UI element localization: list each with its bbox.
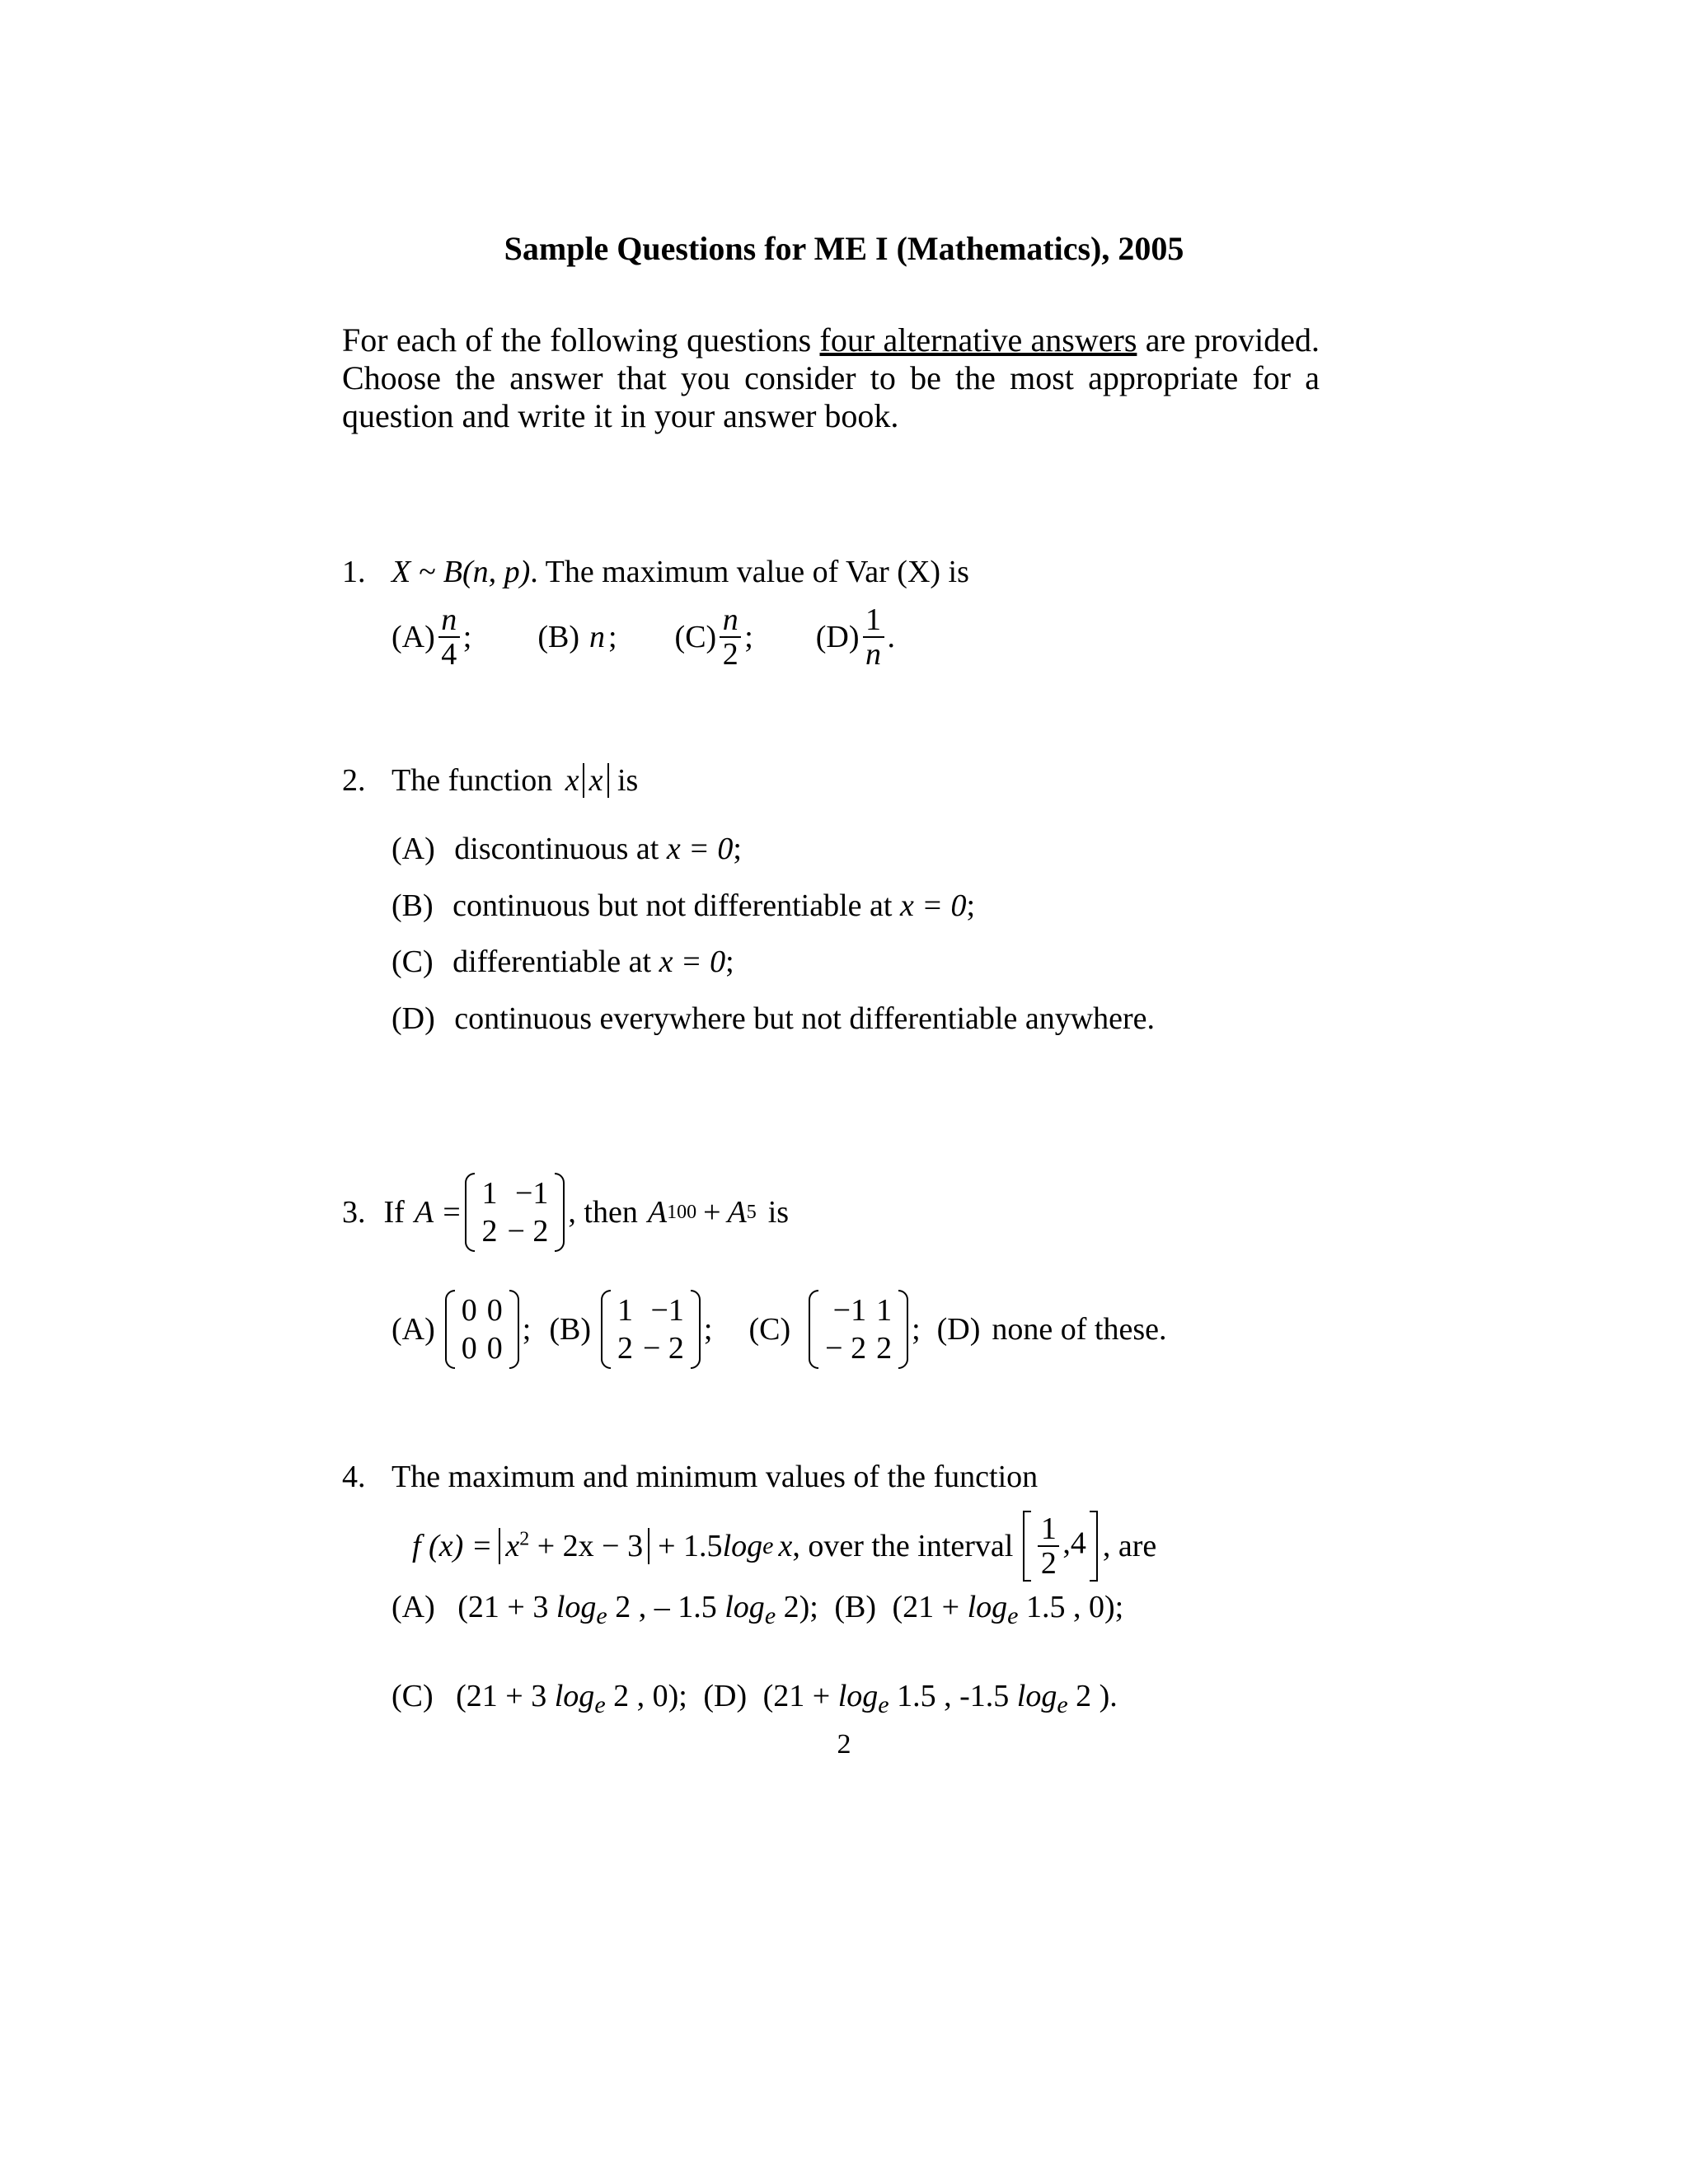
- question-1-stem: [342, 554, 969, 590]
- option-d-part: 2 ).: [1076, 1679, 1118, 1713]
- interval: [1023, 1512, 1098, 1580]
- numerator: n: [441, 602, 457, 637]
- option-c-part: (21 + 3: [456, 1679, 547, 1713]
- option-end: ;: [966, 888, 976, 923]
- denominator: 2: [722, 637, 738, 672]
- option-a-part: (21 + 3: [457, 1590, 549, 1624]
- option-b-part: (21 +: [892, 1590, 960, 1624]
- option-label: (A): [392, 620, 435, 654]
- option-c-fraction: [720, 603, 741, 671]
- q2-is: is: [617, 763, 639, 798]
- question-1-options: [392, 603, 895, 671]
- abs-rest: + 2x − 3: [537, 1529, 644, 1563]
- interval-text: , over the interval: [792, 1529, 1014, 1563]
- denominator: n: [865, 637, 882, 672]
- q3-is: is: [767, 1195, 790, 1230]
- matrix-cell: 1: [876, 1293, 893, 1328]
- q1-text: . The maximum value of Var (X) is: [530, 555, 969, 589]
- option-b-value: n: [588, 620, 605, 654]
- interval-fraction: [1038, 1512, 1059, 1580]
- log-function: log: [554, 1679, 595, 1713]
- option-d-part: 1.5 , -1.5: [897, 1679, 1010, 1713]
- option-d-fraction: [863, 603, 884, 671]
- question-2-stem: [342, 762, 638, 799]
- matrix-a: [465, 1173, 565, 1252]
- question-4-stem: [342, 1459, 1038, 1495]
- log-function: log: [1016, 1679, 1057, 1713]
- page-number: 2: [837, 1729, 851, 1760]
- option-end: ;: [733, 832, 742, 866]
- matrix-cell: 0: [486, 1293, 503, 1328]
- matrix-cell: 2: [481, 1214, 498, 1249]
- option-label: (D): [936, 1312, 981, 1347]
- matrix-cell: 1: [481, 1176, 498, 1211]
- log-base: e: [878, 1691, 889, 1718]
- log-base: e: [594, 1691, 606, 1718]
- q3-a-eq: A =: [414, 1195, 462, 1230]
- question-number: 3.: [342, 1195, 366, 1230]
- option-c-part: 2 , 0);: [613, 1679, 687, 1713]
- question-3-stem: 3. If A = 1 −1 2 − 2 , then A 100 + A 5 is: [342, 1173, 789, 1252]
- q3-then: , then: [568, 1195, 638, 1230]
- matrix-cell: − 2: [642, 1331, 684, 1366]
- option-text: continuous but not differentiable at: [452, 888, 893, 923]
- option-a-part: 2 , – 1.5: [615, 1590, 717, 1624]
- q4-function-line: f (x) = $x^2 + 2x - 3$ + 1.5 log e x , over the interval $\frac{1}{2}$ ,4 , are: [412, 1511, 1157, 1581]
- terminator: .: [887, 620, 896, 654]
- separator: ;: [744, 620, 753, 654]
- option-label: (B): [537, 620, 579, 654]
- matrix-cell: 1: [617, 1293, 633, 1328]
- option-b-part: 1.5 , 0);: [1026, 1590, 1124, 1624]
- matrix-cell: 2: [876, 1331, 893, 1366]
- option-text: continuous everywhere but not differentiable anywhere.: [454, 1001, 1156, 1036]
- matrix-cell: −1: [514, 1176, 549, 1211]
- option-label: (A): [392, 1590, 435, 1624]
- q3-if: If: [383, 1195, 405, 1230]
- option-math: x = 0: [659, 944, 726, 979]
- option-c-matrix: [809, 1290, 908, 1369]
- option-a-part: 2);: [783, 1590, 818, 1624]
- q3-base: A: [727, 1195, 747, 1230]
- separator: ;: [703, 1312, 713, 1347]
- q2-abs-x: x: [583, 763, 610, 798]
- q4-options-cd: [392, 1678, 1118, 1718]
- question-number: 2.: [342, 763, 366, 798]
- q3-base: A: [647, 1195, 668, 1230]
- q2-option-c: [392, 944, 734, 980]
- denominator: 2: [1040, 1546, 1057, 1581]
- log-function: log: [837, 1679, 879, 1713]
- matrix-cell: 0: [461, 1293, 477, 1328]
- instructions-underlined: four alternative answers: [819, 321, 1137, 359]
- q2-text: The function: [392, 763, 553, 798]
- q2-x: x: [565, 763, 579, 798]
- matrix-cell: −1: [650, 1293, 684, 1328]
- instructions-after: are provided. Choose the answer that you consider to be the most appropriate for a question and write it in your answer book.: [342, 321, 1320, 434]
- option-a-fraction: [438, 603, 460, 671]
- log-function: log: [556, 1590, 597, 1624]
- separator: ;: [912, 1312, 921, 1347]
- option-label: (D): [815, 620, 860, 654]
- option-math: x = 0: [666, 832, 734, 866]
- matrix-cell: 0: [486, 1331, 503, 1366]
- matrix-cell: − 2: [825, 1331, 867, 1366]
- option-d-text: none of these.: [992, 1312, 1167, 1347]
- q2-option-a: [392, 831, 742, 867]
- option-b-matrix: [601, 1290, 701, 1369]
- option-d-part: (21 +: [762, 1679, 831, 1713]
- abs-exponent: 2: [519, 1528, 530, 1550]
- log-base: e: [1057, 1691, 1068, 1718]
- option-label: (A): [392, 832, 435, 866]
- log-base: e: [764, 1602, 776, 1629]
- log-coefficient: + 1.5: [658, 1529, 723, 1563]
- matrix-cell: 2: [617, 1331, 633, 1366]
- q4-are: , are: [1102, 1529, 1157, 1563]
- log-argument: x: [778, 1529, 793, 1563]
- option-label: (D): [392, 1001, 435, 1036]
- log-base: e: [1007, 1602, 1019, 1629]
- separator: ;: [522, 1312, 532, 1347]
- q2-option-b: [392, 888, 975, 924]
- option-label: (C): [392, 944, 434, 979]
- question-number: 4.: [342, 1460, 366, 1494]
- q4-options-ab: [392, 1589, 1124, 1629]
- option-label: (C): [748, 1312, 791, 1347]
- interval-rest: ,4: [1062, 1526, 1086, 1561]
- matrix-cell: 0: [461, 1331, 477, 1366]
- numerator: 1: [865, 602, 882, 637]
- option-end: ;: [725, 944, 734, 979]
- option-label: (A): [392, 1312, 435, 1347]
- question-number: 1.: [342, 555, 366, 589]
- q3-plus: +: [703, 1195, 721, 1230]
- option-label: (B): [392, 888, 434, 923]
- function-lhs: f (x) =: [412, 1529, 493, 1563]
- log-function: log: [722, 1529, 763, 1563]
- question-3-options: [392, 1290, 1167, 1369]
- instructions-before: For each of the following questions: [342, 321, 820, 359]
- q2-option-d: [392, 1001, 1155, 1037]
- option-text: discontinuous at: [454, 832, 659, 866]
- option-label: (D): [703, 1679, 748, 1713]
- matrix-cell: −1: [832, 1293, 867, 1328]
- abs-x: x: [505, 1529, 520, 1563]
- separator: ;: [607, 620, 617, 654]
- q4-text: The maximum and minimum values of the function: [392, 1460, 1039, 1494]
- option-a-matrix: [445, 1290, 519, 1369]
- option-text: differentiable at: [452, 944, 652, 979]
- log-function: log: [724, 1590, 765, 1624]
- option-label: (B): [549, 1312, 591, 1347]
- log-base: e: [596, 1602, 607, 1629]
- denominator: 4: [441, 637, 457, 672]
- page-title: Sample Questions for ME I (Mathematics), 2005: [504, 230, 1184, 267]
- option-label: (C): [674, 620, 717, 654]
- option-math: x = 0: [899, 888, 967, 923]
- numerator: 1: [1040, 1511, 1057, 1546]
- option-label: (C): [392, 1679, 434, 1713]
- option-label: (B): [834, 1590, 877, 1624]
- instructions: [342, 321, 1320, 435]
- matrix-cell: − 2: [507, 1214, 549, 1249]
- separator: ;: [462, 620, 472, 654]
- log-function: log: [967, 1590, 1008, 1624]
- absolute-value: [499, 1528, 649, 1564]
- q1-math: X ~ B(n, p): [392, 555, 531, 589]
- numerator: n: [722, 602, 738, 637]
